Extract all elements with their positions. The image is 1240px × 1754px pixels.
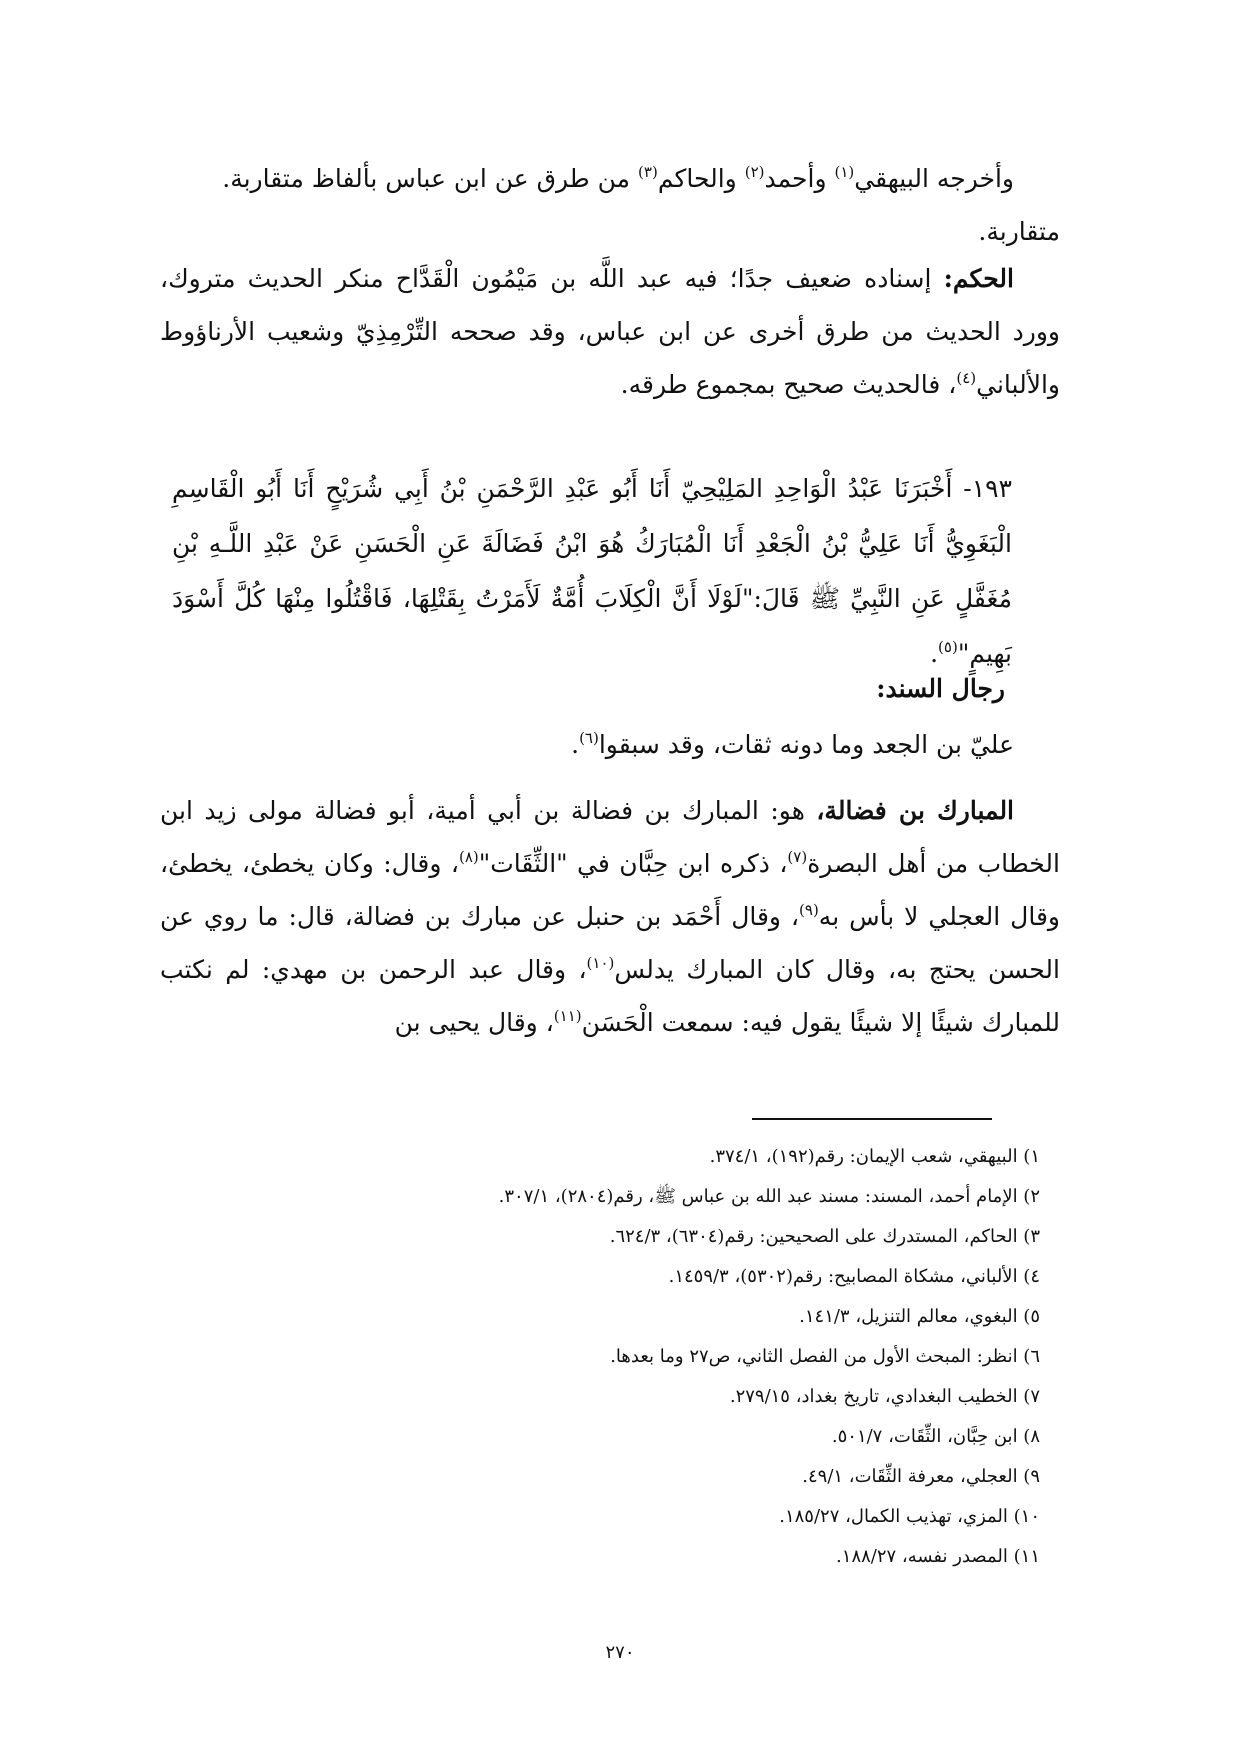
hukm-text: إسناده ضعيف جدًا؛ فيه عبد اللَّه بن مَيْمُون الْقَدَّاح منكر الحديث متروك، وورد الحديث من طرق أخرى عن ابن عباس، وقد صححه التِّرْمِذِيّ وشعيب الأرناؤوط والألباني xyxy=(160,264,1060,399)
intro-block xyxy=(160,152,1060,258)
footnote-item: ٩) العجلي، معرفة الثِّقَات، ٤٩/١. xyxy=(802,1466,1040,1487)
rijal-heading: رجال السند: xyxy=(876,674,1005,703)
footnote-ref-1[interactable]: (١) xyxy=(834,163,855,181)
footnote-ref-4[interactable]: (٤) xyxy=(956,369,977,387)
footnote-item: ١) البيهقي، شعب الإيمان: رقم(١٩٢)، ٣٧٤/١. xyxy=(709,1146,1040,1167)
mubarak-label: المبارك بن فضالة، xyxy=(816,796,1015,825)
hukm-label: الحكم: xyxy=(943,264,1014,293)
takhrij-text: وأخرجه البيهقي xyxy=(854,164,1014,193)
footnote-item: ٤) الألباني، مشكاة المصابيح: رقم(٥٣٠٢)، ١٤٥٩/٣. xyxy=(668,1266,1040,1287)
hukm-block xyxy=(160,252,1060,411)
takhrij-text: وأحمد xyxy=(764,164,835,193)
mubarak-text: ، ذكره ابن حِبَّان في "الثِّقَات" xyxy=(478,849,788,878)
hadith-paragraph xyxy=(172,461,1012,681)
hukm-text: ، فالحديث صحيح بمجموع طرقه. xyxy=(620,370,957,399)
footnote-ref-8[interactable]: (٨) xyxy=(458,848,479,866)
footnote-ref-2[interactable]: (٢) xyxy=(744,163,765,181)
footnote-divider xyxy=(752,1118,992,1120)
page-number: ٢٧٠ xyxy=(605,1642,635,1663)
footnote-item: ٨) ابن حِبَّان، الثِّقَات، ٥٠١/٧. xyxy=(831,1426,1040,1447)
mubarak-text: ، وقال أَحْمَد بن حنبل عن مبارك بن فضالة، قال: ما روي عن الحسن يحتج به، وقال كان المبارك يدلس xyxy=(160,902,1060,984)
footnote-ref-10[interactable]: (١٠) xyxy=(586,954,615,972)
footnote-ref-6[interactable]: (٦) xyxy=(579,729,599,747)
takhrij-continuation: متقاربة. xyxy=(978,217,1060,246)
takhrij-text: والحاكم xyxy=(657,164,745,193)
footnote-ref-5[interactable]: (٥) xyxy=(938,638,958,656)
footnote-ref-3[interactable]: (٣) xyxy=(638,163,658,181)
rijal-text: عليّ بن الجعد وما دونه ثقات، وقد سبقوا xyxy=(598,730,1014,759)
takhrij-paragraph xyxy=(160,152,1060,205)
footnotes-list xyxy=(280,1137,1040,1577)
hukm-paragraph xyxy=(160,252,1060,411)
mubarak-paragraph xyxy=(160,784,1060,1049)
footnote-item: ١٠) المزي، تهذيب الكمال، ١٨٥/٢٧. xyxy=(779,1506,1040,1527)
footnote-ref-7[interactable]: (٧) xyxy=(787,848,808,866)
footnote-item: ١١) المصدر نفسه، ١٨٨/٢٧. xyxy=(836,1546,1040,1567)
hadith-text: . xyxy=(930,639,939,668)
footnote-ref-11[interactable]: (١١) xyxy=(553,1007,582,1025)
hadith-block xyxy=(172,461,1012,681)
mubarak-text: هو: المبارك بن فضالة بن أبي أمية، أبو فضالة مولى زيد ابن الخطاب من أهل البصرة xyxy=(160,796,1060,878)
mubarak-text: ، وقال عبد الرحمن بن مهدي: لم نكتب للمبارك شيئًا إلا شيئًا يقول فيه: سمعت الْحَسَن xyxy=(160,955,1060,1037)
footnote-ref-9[interactable]: (٩) xyxy=(799,901,819,919)
mubarak-block xyxy=(160,784,1060,1049)
hadith-text: ١٩٣- أَخْبَرَنَا عَبْدُ الْوَاحِدِ المَلِيْحِيّ أَنَا أَبُو عَبْدِ الرَّحْمَنِ بْنُ أَبِي شُرَيْحٍ أَنَا أَبُو الْقَاسِمِ الْبَغَوِيُّ أَنَا عَلِيُّ بْنُ الْجَعْدِ أَنَا الْمُبَارَكُ هُوَ ابْنُ فَضَالَةَ عَنِ الْحَسَنِ عَنْ عَبْدِ اللَّـهِ بْنِ مُغَفَّلٍ عَنِ النَّبِيِّ ﷺ قَالَ:"لَوْلَا أَنَّ الْكِلَابَ أُمَّةٌ لَأَمَرْتُ بِقَتْلِهَا، فَاقْتُلُوا مِنْهَا كُلَّ أَسْوَدَ بَهِيمٍ" xyxy=(172,474,1012,668)
rijal-line xyxy=(571,730,1014,759)
footnote-item: ٣) الحاكم، المستدرك على الصحيحين: رقم(٦٣٠٤)، ٦٢٤/٣. xyxy=(609,1226,1040,1247)
footnote-item: ٧) الخطيب البغدادي، تاريخ بغداد، ٢٧٩/١٥. xyxy=(729,1386,1040,1407)
takhrij-text: من طرق عن ابن عباس بألفاظ متقاربة. xyxy=(222,164,639,193)
footnote-item: ٢) الإمام أحمد، المسند: مسند عبد الله بن عباس ﷺ، رقم(٢٨٠٤)، ٣٠٧/١. xyxy=(498,1186,1040,1207)
footnote-item: ٥) البغوي، معالم التنزيل، ١٤١/٣. xyxy=(799,1306,1040,1327)
mubarak-text: ، وقال يحيى بن xyxy=(394,1008,554,1037)
rijal-text: . xyxy=(571,730,580,759)
footnote-item: ٦) انظر: المبحث الأول من الفصل الثاني، ص٢٧ وما بعدها. xyxy=(610,1346,1040,1367)
mubarak-text: ، وقال: وكان يخطئ، يخطئ، وقال العجلي لا بأس به xyxy=(160,849,1060,931)
